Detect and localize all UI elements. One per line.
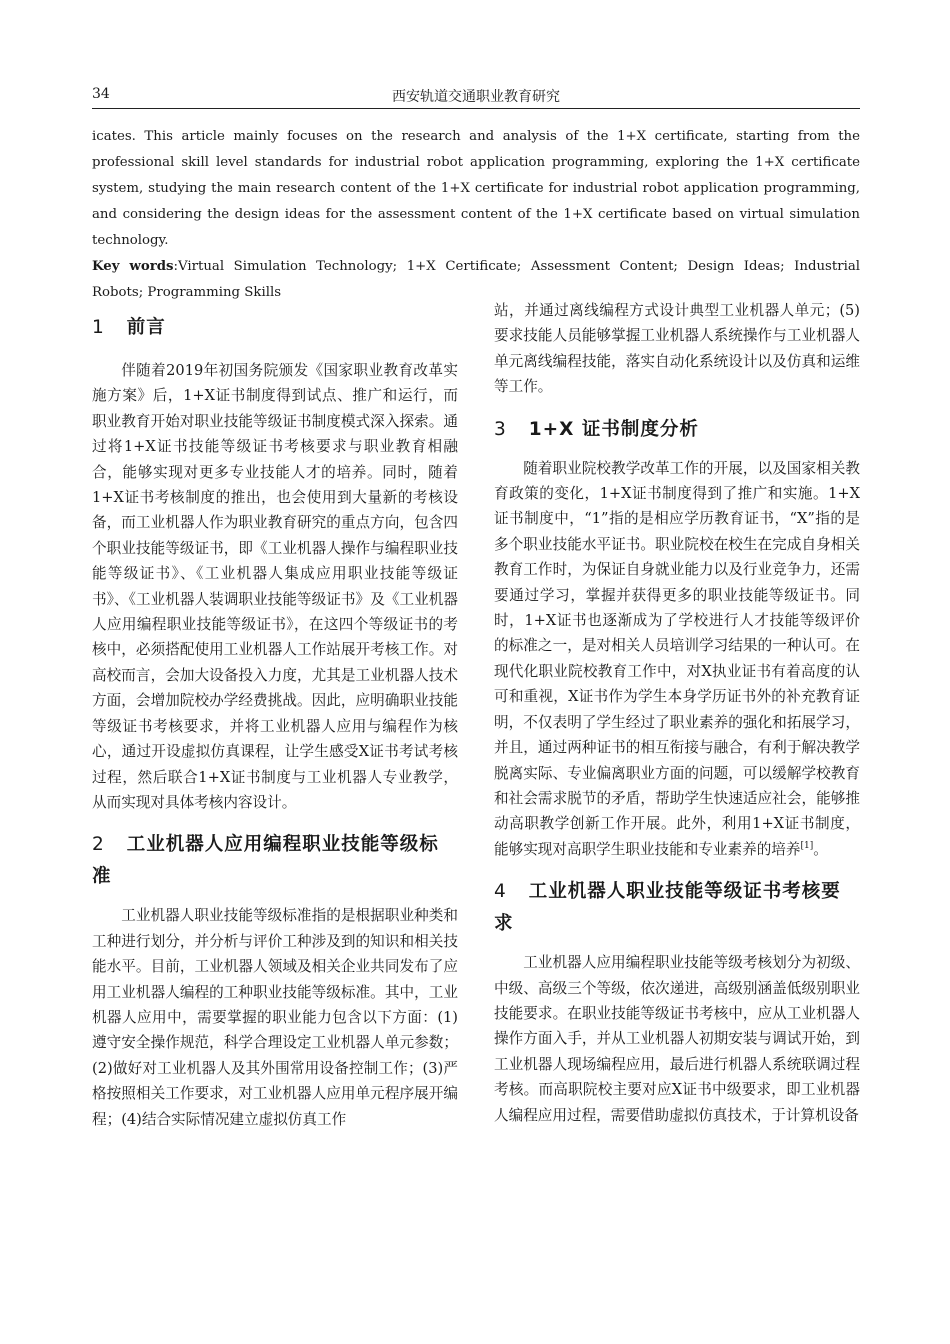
section-3-text-end: 。 [813,840,828,858]
section-2-paragraph: 工业机器人职业技能等级标准指的是根据职业种类和工种进行划分，并分析与评价工种涉及到的知识和相关技能水平。目前，工业机器人领域及相关企业共同发布了应用工业机器人编程的工种职业技能等级标准。其中，工业机器人应用中，需要掌握的职业能力包含以下方面：(1)遵守安全操作规范，科学合理设定工业机器人单元参数；(2)做好对工业机器人及其外围常用设备控制工作；(3)严格按照相关工作要求，对工业机器人应用单元程序展开编程；(4)结合实际情况建立虚拟仿真工作 [92,907,458,1128]
section-3-paragraph [494,456,860,863]
section-1-heading [92,312,458,344]
left-column [92,298,458,1132]
section-2-title: 工业机器人应用编程职业技能等级标准 [92,834,439,888]
right-column [494,298,860,1128]
section-1-number: 1 [92,317,105,338]
page-header [92,84,860,110]
header-rule [92,108,860,109]
citation-1: [1] [800,840,814,851]
keywords-label: Key words [92,259,174,274]
section-4-title: 工业机器人职业技能等级证书考核要求 [494,881,841,935]
english-abstract [92,124,860,306]
section-4-number: 4 [494,881,507,903]
section-2-paragraph-continued: 站，并通过离线编程方式设计典型工业机器人单元；(5)要求技能人员能够掌握工业机器人系统操作与工业机器人单元离线编程技能，落实自动化系统设计以及仿真和运维等工作。 [494,302,860,396]
section-2-heading [92,829,458,893]
abstract-text: icates. This article mainly focuses on the research and analysis of the 1+X certificate, starting from the professional skill level standards for industrial robot application programming, exploring the 1+X certificate system, studying the main research content of the 1+X certificate for industrial robot application programming, and considering the design ideas for the assessment content of the 1+X certificate based on virtual simulation technology. [92,129,860,248]
keywords-line: Key words:Virtual Simulation Technology; 1+X Certificate; Assessment Content; Design Ideas; Industrial Robots; Programming Skills [92,259,861,300]
section-1-title: 前言 [126,317,166,338]
journal-title: 西安轨道交通职业教育研究 [392,89,560,105]
section-3-title: 1+X 证书制度分析 [528,418,699,440]
section-3-number: 3 [494,418,507,440]
section-2-number: 2 [92,834,105,856]
section-1-paragraph: 伴随着2019年初国务院颁发《国家职业教育改革实施方案》后，1+X证书制度得到试点、推广和运行，而职业教育开始对职业技能等级证书制度模式深入探索。通过将1+X证书技能等级证书考核要求与职业教育相融合，能够实现对更多专业技能人才的培养。同时，随着1+X证书考核制度的推出，也会使用到大量新的考核设备，而工业机器人作为职业教育研究的重点方向，包含四个职业技能等级证书，即《工业机器人操作与编程职业技能等级证书》、《工业机器人集成应用职业技能等级证书》、《工业机器人装调职业技能等级证书》及《工业机器人应用编程职业技能等级证书》，在这四个等级证书的考核中，必须搭配使用工业机器人工作站展开考核工作。对高校而言，会加大设备投入力度，尤其是工业机器人技术方面，会增加院校办学经费挑战。因此，应明确职业技能等级证书考核要求，并将工业机器人应用与编程作为核心，通过开设虚拟仿真课程，让学生感受X证书考试考核过程，然后联合1+X证书制度与工业机器人专业教学，从而实现对具体考核内容设计。 [92,362,458,811]
section-4-heading [494,876,860,940]
section-3-heading [494,414,860,446]
keywords-value: Virtual Simulation Technology; 1+X Certificate; Assessment Content; Design Ideas; Industrial Robots; Programming Skills [92,259,861,300]
section-3-text: 随着职业院校教学改革工作的开展，以及国家相关教育政策的变化，1+X证书制度得到了推广和实施。1+X证书制度中，“1”指的是相应学历教育证书，“X”指的是多个职业技能水平证书。职业院校在校生在完成自身相关教育工作时，为保证自身就业能力以及行业竞争力，还需要通过学习，掌握并获得更多的职业技能等级证书。同时，1+X证书也逐渐成为了学校进行人才技能等级评价的标准之一，是对相关人员培训学习结果的一种认可。在现代化职业院校教育工作中，对X执业证书有着高度的认可和重视，X证书作为学生本身学历证书外的补充教育证明，不仅表明了学生经过了职业素养的强化和拓展学习，并且，通过两种证书的相互衔接与融合，有利于解决教学脱离实际、专业偏离职业方面的问题，可以缓解学校教育和社会需求脱节的矛盾，帮助学生快速适应社会，能够推动高职教学创新工作开展。此外，利用1+X证书制度，能够实现对高职学生职业技能和专业素养的培养 [494,459,860,858]
page-number: 34 [92,86,110,102]
section-4-paragraph: 工业机器人应用编程职业技能等级考核划分为初级、中级、高级三个等级，依次递进，高级别涵盖低级别职业技能要求。在职业技能等级证书考核中，应从工业机器人操作方面入手，并从工业机器人初期安装与调试开始，到工业机器人现场编程应用，最后进行机器人系统联调过程考核。而高职院校主要对应X证书中级要求，即工业机器人编程应用过程，需要借助虚拟仿真技术，于计算机设备 [494,954,860,1124]
